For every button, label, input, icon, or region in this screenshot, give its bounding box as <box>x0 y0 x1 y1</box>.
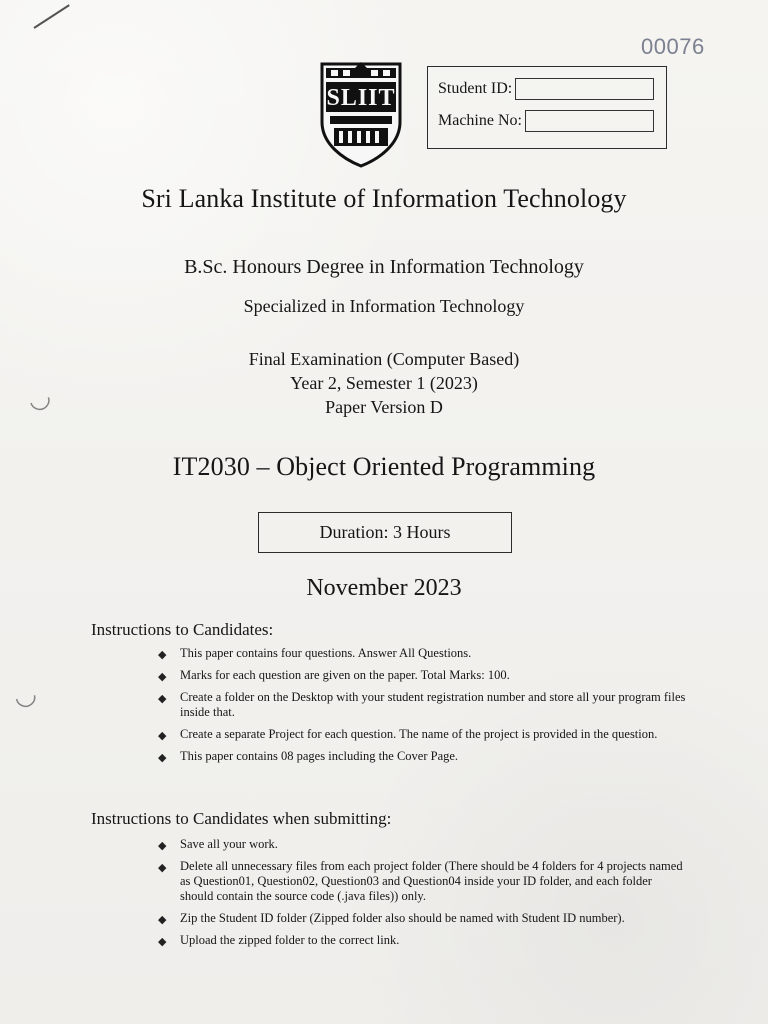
exam-date: November 2023 <box>306 575 462 601</box>
student-details-box <box>427 66 667 149</box>
diamond-bullet-icon: ◆ <box>158 751 167 764</box>
submission-text: Zip the Student ID folder (Zipped folder also should be named with Student ID number). <box>180 911 625 925</box>
course-title: IT2030 – Object Oriented Programming <box>172 452 596 481</box>
student-id-row <box>438 78 654 100</box>
instruction-item <box>158 646 688 661</box>
instruction-item <box>158 668 688 683</box>
serial-number: 00076 <box>641 34 705 59</box>
instruction-item <box>158 690 688 720</box>
duration-box: Duration: 3 Hours <box>258 512 512 553</box>
candidate-instructions-list <box>158 646 688 771</box>
diamond-bullet-icon: ◆ <box>158 861 167 874</box>
student-id-field[interactable] <box>515 78 654 100</box>
degree-title: B.Sc. Honours Degree in Information Technology <box>184 256 584 278</box>
diamond-bullet-icon: ◆ <box>158 670 167 683</box>
instruction-text: This paper contains four questions. Answer All Questions. <box>180 646 472 660</box>
instruction-item <box>158 727 688 742</box>
instruction-text: Marks for each question are given on the paper. Total Marks: 100. <box>180 668 510 682</box>
instruction-text: This paper contains 08 pages including the Cover Page. <box>180 749 459 763</box>
instruction-text: Create a folder on the Desktop with your student registration number and store all your program files inside that. <box>180 690 686 719</box>
paper-version: Paper Version D <box>325 397 443 417</box>
diamond-bullet-icon: ◆ <box>158 935 167 948</box>
submission-text: Upload the zipped folder to the correct link. <box>180 933 400 947</box>
submission-item <box>158 859 688 904</box>
diamond-bullet-icon: ◆ <box>158 648 167 661</box>
exam-year-semester: Year 2, Semester 1 (2023) <box>290 373 478 393</box>
exam-details <box>0 347 768 419</box>
candidate-instructions-heading: Instructions to Candidates: <box>91 620 274 639</box>
diamond-bullet-icon: ◆ <box>158 692 167 705</box>
machine-no-field[interactable] <box>525 110 654 132</box>
submission-item <box>158 933 688 948</box>
machine-no-label: Machine No: <box>438 112 522 129</box>
submission-text: Delete all unnecessary files from each project folder (There should be 4 folders for 4 projects named as Question01, Question02, Question03 and Question04 inside your ID folder, and each folder should contain the source code (.java files)) only. <box>180 859 683 903</box>
specialization-title: Specialized in Information Technology <box>243 296 525 316</box>
submission-instructions-heading: Instructions to Candidates when submitting: <box>91 809 392 828</box>
diamond-bullet-icon: ◆ <box>158 729 167 742</box>
exam-type: Final Examination (Computer Based) <box>248 349 520 369</box>
punch-hole-mark-upper: ◡ <box>23 381 55 417</box>
instruction-item <box>158 749 688 764</box>
submission-instructions-list <box>158 837 688 955</box>
student-id-label: Student ID: <box>438 80 513 97</box>
university-crest-icon <box>317 60 405 168</box>
submission-item <box>158 837 688 852</box>
submission-text: Save all your work. <box>180 837 278 851</box>
logo-text: SLIIT <box>326 85 396 111</box>
diamond-bullet-icon: ◆ <box>158 839 167 852</box>
instruction-text: Create a separate Project for each question. The name of the project is provided in the question. <box>180 727 658 741</box>
machine-no-row <box>438 110 654 132</box>
pen-stroke-mark <box>33 4 69 29</box>
institute-title: Sri Lanka Institute of Information Technology <box>141 184 627 213</box>
punch-hole-mark-lower: ◡ <box>11 678 40 714</box>
submission-item <box>158 911 688 926</box>
diamond-bullet-icon: ◆ <box>158 913 167 926</box>
